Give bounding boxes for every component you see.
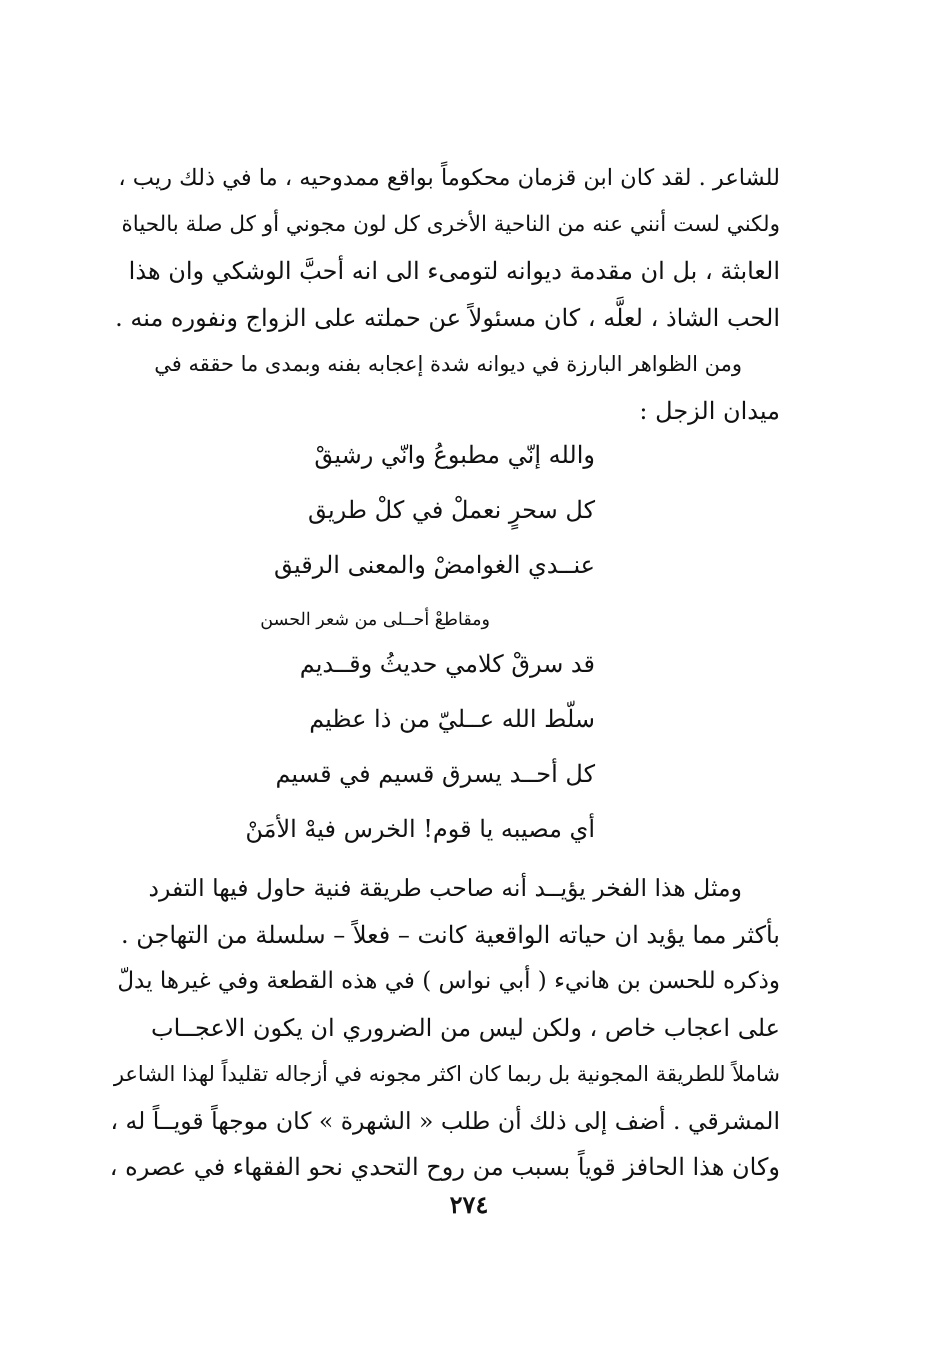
poem-verse: سلّط الله عــليّ من ذا عظيم xyxy=(309,705,595,733)
text-line: ومن الظواهر البارزة في ديوانه شدة إعجابه بفنه وبمدى ما حققه في xyxy=(154,352,742,376)
text-line: ميدان الزجل : xyxy=(639,396,780,425)
paragraph-bottom xyxy=(108,865,780,1191)
text-line: المشرقي . أضف إلى ذلك أن طلب « الشهرة » كان موجهاً قويــاً له ، xyxy=(110,1106,780,1135)
poem-refrain: ومقاطعْ أحــلى من شعر الحسن xyxy=(260,610,490,630)
text-line: على اعجاب خاص ، ولكن ليس من الضروري ان يكون الاعجــاب xyxy=(151,1013,780,1042)
poem-verse: قد سرقْ كلامي حديثُ وقــديم xyxy=(299,650,595,678)
poem-stanza-2 xyxy=(170,637,595,857)
text-line: وذكره للحسن بن هانيء ( أبي نواس ) في هذه القطعة وفي غيرها يدلّ xyxy=(117,968,780,994)
text-line: للشاعر . لقد كان ابن قزمان محكوماً بواقع ممدوحيه ، ما في ذلك ريب ، xyxy=(118,165,780,191)
text-line: شاملاً للطريقة المجونية بل ربما كان اكثر مجونه في أزجاله تقليداً لهذا الشاعر xyxy=(113,1062,780,1086)
text-line: وكان هذا الحافز قوياً بسبب من روح التحدي نحو الفقهاء في عصره ، xyxy=(109,1153,780,1181)
text-line: بأكثر مما يؤيد ان حياته الواقعية كانت – فعلاً – سلسلة من التهاجن . xyxy=(120,920,780,949)
poem-refrain: أي مصيبه يا قوم! الخرس فيهْ الأمَنْ xyxy=(245,815,595,843)
poem-verse: والله إنّي مطبوعُ وانّي رشيقْ xyxy=(314,441,595,469)
text-line: ولكني لست أنني عنه من الناحية الأخرى كل لون مجوني أو كل صلة بالحياة xyxy=(121,211,780,237)
page-number: ٢٧٤ xyxy=(449,1190,489,1219)
poem-verse: كل سحرٍ نعملْ في كلْ طريق xyxy=(307,496,595,524)
text-line: ومثل هذا الفخر يؤيــد أنه صاحب طريقة فنية حاول فيها التفرد xyxy=(148,874,742,902)
paragraph-top xyxy=(108,155,780,434)
poem-verse: كل أحــد يسرق قسيم في قسيم xyxy=(275,760,595,788)
poem-stanza-1 xyxy=(260,428,595,648)
poem-verse: عنــدي الغوامضْ والمعنى الرقيق xyxy=(274,551,595,579)
text-line: العابثة ، بل ان مقدمة ديوانه لتومىء الى انه أحبَّ الوشكي وان هذا xyxy=(128,257,780,285)
text-line: الحب الشاذ ، لعلَّه ، كان مسئولاً عن حملته على الزواج ونفوره منه . xyxy=(115,303,780,332)
